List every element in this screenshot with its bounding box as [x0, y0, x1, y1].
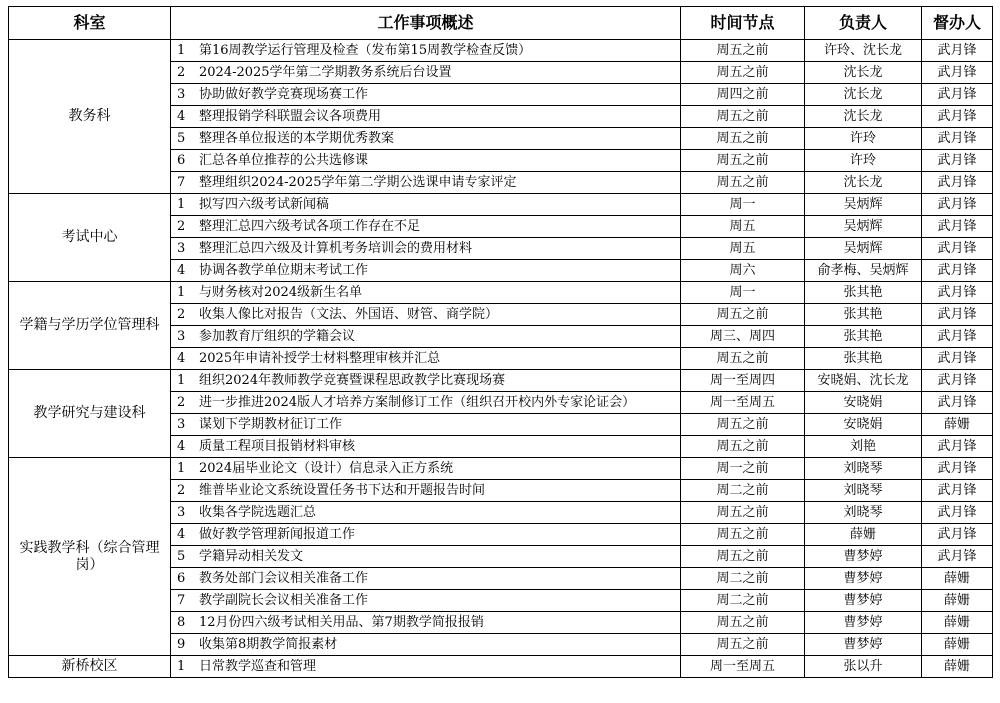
owner-cell: 曹梦婷: [805, 612, 922, 634]
owner-cell: 俞孝梅、吴炳辉: [805, 260, 922, 282]
task-number: 2: [177, 218, 186, 234]
task-text: 12月份四六级考试相关用品、第7期教学简报报销: [199, 614, 484, 630]
time-cell: 周五之前: [681, 172, 805, 194]
task-number: 8: [177, 614, 186, 630]
task-number: 3: [177, 86, 186, 102]
task-cell: [171, 436, 681, 458]
table-row: [9, 656, 993, 678]
table-row: [9, 194, 993, 216]
task-text: 参加教育厅组织的学籍会议: [199, 328, 356, 344]
time-cell: 周五之前: [681, 128, 805, 150]
owner-cell: 张其艳: [805, 348, 922, 370]
task-text: 学籍异动相关发文: [199, 548, 304, 564]
task-number: 4: [177, 262, 186, 278]
supervisor-cell: 武月锋: [922, 260, 993, 282]
dept-cell: 考试中心: [9, 194, 171, 282]
time-cell: 周四之前: [681, 84, 805, 106]
time-cell: 周二之前: [681, 590, 805, 612]
task-number: 7: [177, 174, 186, 190]
table-body: [9, 40, 993, 678]
task-number: 5: [177, 130, 186, 146]
owner-cell: 吴炳辉: [805, 194, 922, 216]
owner-cell: 吴炳辉: [805, 238, 922, 260]
task-number: 4: [177, 108, 186, 124]
task-cell: [171, 370, 681, 392]
task-cell: [171, 62, 681, 84]
task-text: 收集各学院选题汇总: [199, 504, 317, 520]
supervisor-cell: 薛姗: [922, 634, 993, 656]
header-task: 工作事项概述: [171, 7, 681, 40]
supervisor-cell: 武月锋: [922, 40, 993, 62]
task-text: 2024-2025学年第二学期教务系统后台设置: [199, 64, 452, 80]
task-text: 维普毕业论文系统设置任务书下达和开题报告时间: [199, 482, 486, 498]
task-cell: [171, 326, 681, 348]
time-cell: 周一至周四: [681, 370, 805, 392]
owner-cell: 刘晓琴: [805, 458, 922, 480]
supervisor-cell: 武月锋: [922, 502, 993, 524]
task-cell: [171, 392, 681, 414]
task-number: 1: [177, 42, 186, 58]
owner-cell: 安晓娟: [805, 414, 922, 436]
task-text: 整理组织2024-2025学年第二学期公选课申请专家评定: [199, 174, 517, 190]
task-text: 收集人像比对报告（文法、外国语、财管、商学院）: [199, 306, 499, 322]
time-cell: 周五之前: [681, 348, 805, 370]
task-text: 汇总各单位推荐的公共选修课: [199, 152, 369, 168]
task-text: 第16周教学运行管理及检查（发布第15周教学检查反馈）: [199, 42, 532, 58]
task-cell: [171, 172, 681, 194]
supervisor-cell: 薛姗: [922, 414, 993, 436]
time-cell: 周五之前: [681, 546, 805, 568]
task-cell: [171, 84, 681, 106]
supervisor-cell: 武月锋: [922, 304, 993, 326]
task-cell: [171, 656, 681, 678]
owner-cell: 曹梦婷: [805, 590, 922, 612]
supervisor-cell: 武月锋: [922, 436, 993, 458]
task-number: 4: [177, 350, 186, 366]
owner-cell: 安晓娟、沈长龙: [805, 370, 922, 392]
task-cell: [171, 480, 681, 502]
task-number: 1: [177, 284, 186, 300]
supervisor-cell: 武月锋: [922, 194, 993, 216]
supervisor-cell: 武月锋: [922, 216, 993, 238]
owner-cell: 曹梦婷: [805, 546, 922, 568]
time-cell: 周五之前: [681, 304, 805, 326]
dept-cell: 实践教学科（综合管理岗）: [9, 458, 171, 656]
owner-cell: 薛姗: [805, 524, 922, 546]
task-number: 9: [177, 636, 186, 652]
supervisor-cell: 武月锋: [922, 546, 993, 568]
time-cell: 周五之前: [681, 106, 805, 128]
time-cell: 周五之前: [681, 150, 805, 172]
task-number: 7: [177, 592, 186, 608]
task-number: 2: [177, 394, 186, 410]
owner-cell: 张其艳: [805, 326, 922, 348]
task-text: 整理各单位报送的本学期优秀教案: [199, 130, 395, 146]
task-cell: [171, 348, 681, 370]
supervisor-cell: 武月锋: [922, 348, 993, 370]
owner-cell: 沈长龙: [805, 172, 922, 194]
supervisor-cell: 武月锋: [922, 370, 993, 392]
task-number: 3: [177, 328, 186, 344]
owner-cell: 曹梦婷: [805, 634, 922, 656]
supervisor-cell: 武月锋: [922, 62, 993, 84]
owner-cell: 刘晓琴: [805, 480, 922, 502]
time-cell: 周一至周五: [681, 392, 805, 414]
task-cell: [171, 238, 681, 260]
time-cell: 周二之前: [681, 480, 805, 502]
table-row: [9, 40, 993, 62]
owner-cell: 许玲: [805, 128, 922, 150]
task-cell: [171, 458, 681, 480]
task-number: 3: [177, 504, 186, 520]
task-text: 收集第8期教学简报素材: [199, 636, 338, 652]
task-cell: [171, 612, 681, 634]
header-supervisor: 督办人: [922, 7, 993, 40]
dept-cell: 学籍与学历学位管理科: [9, 282, 171, 370]
task-text: 教学副院长会议相关准备工作: [199, 592, 369, 608]
time-cell: 周五: [681, 238, 805, 260]
supervisor-cell: 薛姗: [922, 612, 993, 634]
task-text: 组织2024年教师教学竞赛暨课程思政教学比赛现场赛: [199, 372, 506, 388]
time-cell: 周二之前: [681, 568, 805, 590]
task-text: 整理汇总四六级考试各项工作存在不足: [199, 218, 421, 234]
supervisor-cell: 武月锋: [922, 326, 993, 348]
time-cell: 周一: [681, 194, 805, 216]
task-number: 2: [177, 482, 186, 498]
supervisor-cell: 武月锋: [922, 238, 993, 260]
task-cell: [171, 106, 681, 128]
time-cell: 周五之前: [681, 502, 805, 524]
header-time: 时间节点: [681, 7, 805, 40]
task-cell: [171, 216, 681, 238]
time-cell: 周一: [681, 282, 805, 304]
table-row: [9, 458, 993, 480]
time-cell: 周五之前: [681, 634, 805, 656]
task-text: 2024届毕业论文（设计）信息录入正方系统: [199, 460, 454, 476]
time-cell: 周五之前: [681, 40, 805, 62]
time-cell: 周五: [681, 216, 805, 238]
task-cell: [171, 304, 681, 326]
task-text: 协调各教学单位期末考试工作: [199, 262, 369, 278]
time-cell: 周一之前: [681, 458, 805, 480]
task-cell: [171, 40, 681, 62]
owner-cell: 许玲: [805, 150, 922, 172]
task-text: 与财务核对2024级新生名单: [199, 284, 363, 300]
time-cell: 周五之前: [681, 62, 805, 84]
task-number: 5: [177, 548, 186, 564]
task-cell: [171, 502, 681, 524]
task-text: 拟写四六级考试新闻稿: [199, 196, 330, 212]
table-row: [9, 370, 993, 392]
owner-cell: 安晓娟: [805, 392, 922, 414]
dept-cell: 新桥校区: [9, 656, 171, 678]
task-number: 1: [177, 460, 186, 476]
task-text: 整理汇总四六级及计算机考务培训会的费用材料: [199, 240, 473, 256]
task-text: 质量工程项目报销材料审核: [199, 438, 356, 454]
task-number: 1: [177, 658, 186, 674]
task-cell: [171, 568, 681, 590]
supervisor-cell: 武月锋: [922, 128, 993, 150]
supervisor-cell: 薛姗: [922, 656, 993, 678]
task-number: 3: [177, 240, 186, 256]
time-cell: 周五之前: [681, 612, 805, 634]
task-number: 1: [177, 372, 186, 388]
header-owner: 负责人: [805, 7, 922, 40]
work-schedule-table: [8, 6, 993, 678]
supervisor-cell: 武月锋: [922, 392, 993, 414]
owner-cell: 许玲、沈长龙: [805, 40, 922, 62]
time-cell: 周五之前: [681, 414, 805, 436]
time-cell: 周三、周四: [681, 326, 805, 348]
dept-cell: 教务科: [9, 40, 171, 194]
owner-cell: 沈长龙: [805, 62, 922, 84]
task-text: 协助做好教学竞赛现场赛工作: [199, 86, 369, 102]
task-number: 4: [177, 526, 186, 542]
task-cell: [171, 524, 681, 546]
supervisor-cell: 武月锋: [922, 480, 993, 502]
owner-cell: 吴炳辉: [805, 216, 922, 238]
owner-cell: 刘晓琴: [805, 502, 922, 524]
owner-cell: 沈长龙: [805, 106, 922, 128]
task-cell: [171, 546, 681, 568]
supervisor-cell: 武月锋: [922, 150, 993, 172]
supervisor-cell: 薛姗: [922, 590, 993, 612]
table-row: [9, 282, 993, 304]
supervisor-cell: 武月锋: [922, 524, 993, 546]
task-text: 日常教学巡查和管理: [199, 658, 317, 674]
task-number: 1: [177, 196, 186, 212]
supervisor-cell: 武月锋: [922, 106, 993, 128]
header-row: [9, 7, 993, 40]
owner-cell: 张以升: [805, 656, 922, 678]
supervisor-cell: 武月锋: [922, 282, 993, 304]
task-cell: [171, 282, 681, 304]
task-cell: [171, 150, 681, 172]
task-cell: [171, 194, 681, 216]
owner-cell: 刘艳: [805, 436, 922, 458]
supervisor-cell: 武月锋: [922, 172, 993, 194]
supervisor-cell: 武月锋: [922, 458, 993, 480]
task-number: 6: [177, 570, 186, 586]
task-number: 4: [177, 438, 186, 454]
task-cell: [171, 414, 681, 436]
time-cell: 周六: [681, 260, 805, 282]
task-text: 整理报销学科联盟会议各项费用: [199, 108, 382, 124]
task-text: 做好教学管理新闻报道工作: [199, 526, 356, 542]
task-cell: [171, 590, 681, 612]
time-cell: 周一至周五: [681, 656, 805, 678]
owner-cell: 曹梦婷: [805, 568, 922, 590]
time-cell: 周五之前: [681, 524, 805, 546]
task-text: 2025年申请补授学士材料整理审核并汇总: [199, 350, 441, 366]
dept-cell: 教学研究与建设科: [9, 370, 171, 458]
task-text: 进一步推进2024版人才培养方案制修订工作（组织召开校内外专家论证会）: [199, 394, 636, 410]
task-cell: [171, 260, 681, 282]
task-text: 谋划下学期教材征订工作: [199, 416, 343, 432]
header-dept: 科室: [9, 7, 171, 40]
owner-cell: 张其艳: [805, 282, 922, 304]
task-cell: [171, 128, 681, 150]
task-number: 6: [177, 152, 186, 168]
supervisor-cell: 薛姗: [922, 568, 993, 590]
time-cell: 周五之前: [681, 436, 805, 458]
owner-cell: 张其艳: [805, 304, 922, 326]
task-number: 3: [177, 416, 186, 432]
owner-cell: 沈长龙: [805, 84, 922, 106]
task-cell: [171, 634, 681, 656]
task-number: 2: [177, 306, 186, 322]
task-text: 教务处部门会议相关准备工作: [199, 570, 369, 586]
task-number: 2: [177, 64, 186, 80]
supervisor-cell: 武月锋: [922, 84, 993, 106]
